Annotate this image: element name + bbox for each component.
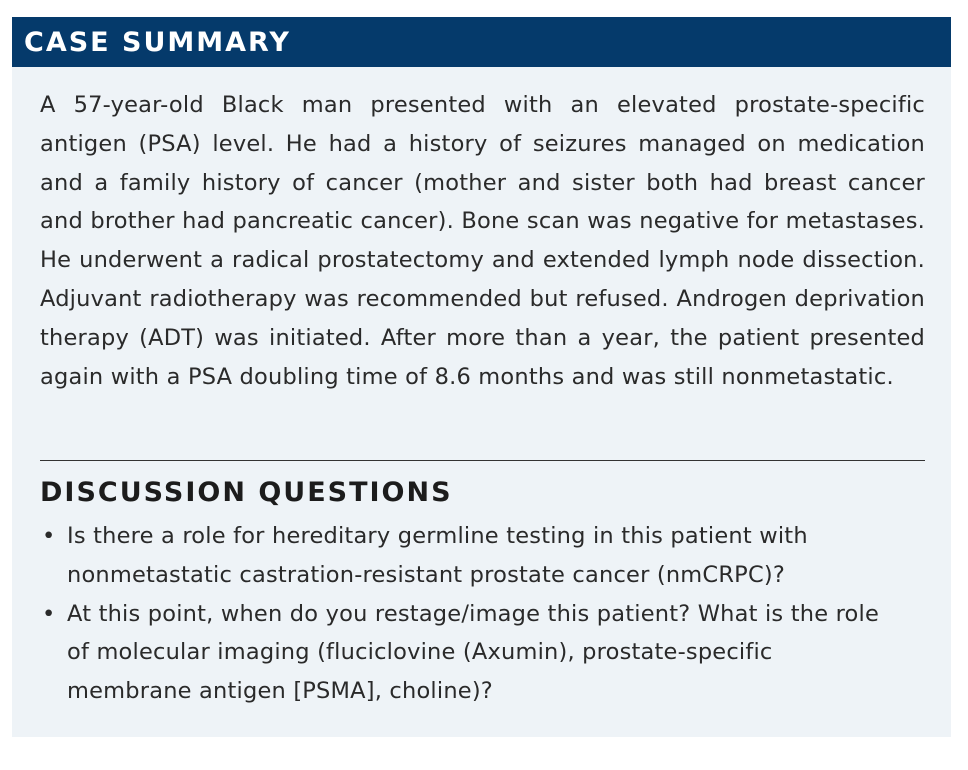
section-divider bbox=[40, 460, 925, 461]
case-summary-title: CASE SUMMARY bbox=[24, 26, 291, 58]
question-text: Is there a role for hereditary germline testing in this patient with nonmetastatic castration-resistant prostate cancer (nmCRPC)? bbox=[67, 523, 808, 588]
case-summary-header bbox=[12, 17, 951, 67]
discussion-question bbox=[40, 595, 925, 711]
case-summary-card bbox=[12, 17, 951, 737]
discussion-question bbox=[40, 517, 925, 595]
discussion-questions-title: DISCUSSION QUESTIONS bbox=[40, 477, 453, 508]
question-text: At this point, when do you restage/image this patient? What is the role of molecular imaging (fluciclovine (Axumin), prostate-specific membrane antigen [PSMA], choline)? bbox=[67, 600, 880, 705]
discussion-questions-list bbox=[40, 517, 925, 711]
case-description: A 57-year-old Black man presented with an elevated prostate-specific antigen (PSA) level. He had a history of seizures managed on medication and a family history of cancer (mother and sister both had breast cancer and brother had pancreatic cancer). Bone scan was negative for metastases. He underwent a radical prostatectomy and extended lymph node dissection. Adjuvant radiotherapy was recommended but refused. Androgen deprivation therapy (ADT) was initiated. After more than a year, the patient presented again with a PSA doubling time of 8.6 months and was still nonmetastatic. bbox=[40, 92, 925, 390]
bullet-icon: • bbox=[42, 600, 56, 627]
bullet-icon: • bbox=[42, 523, 56, 549]
